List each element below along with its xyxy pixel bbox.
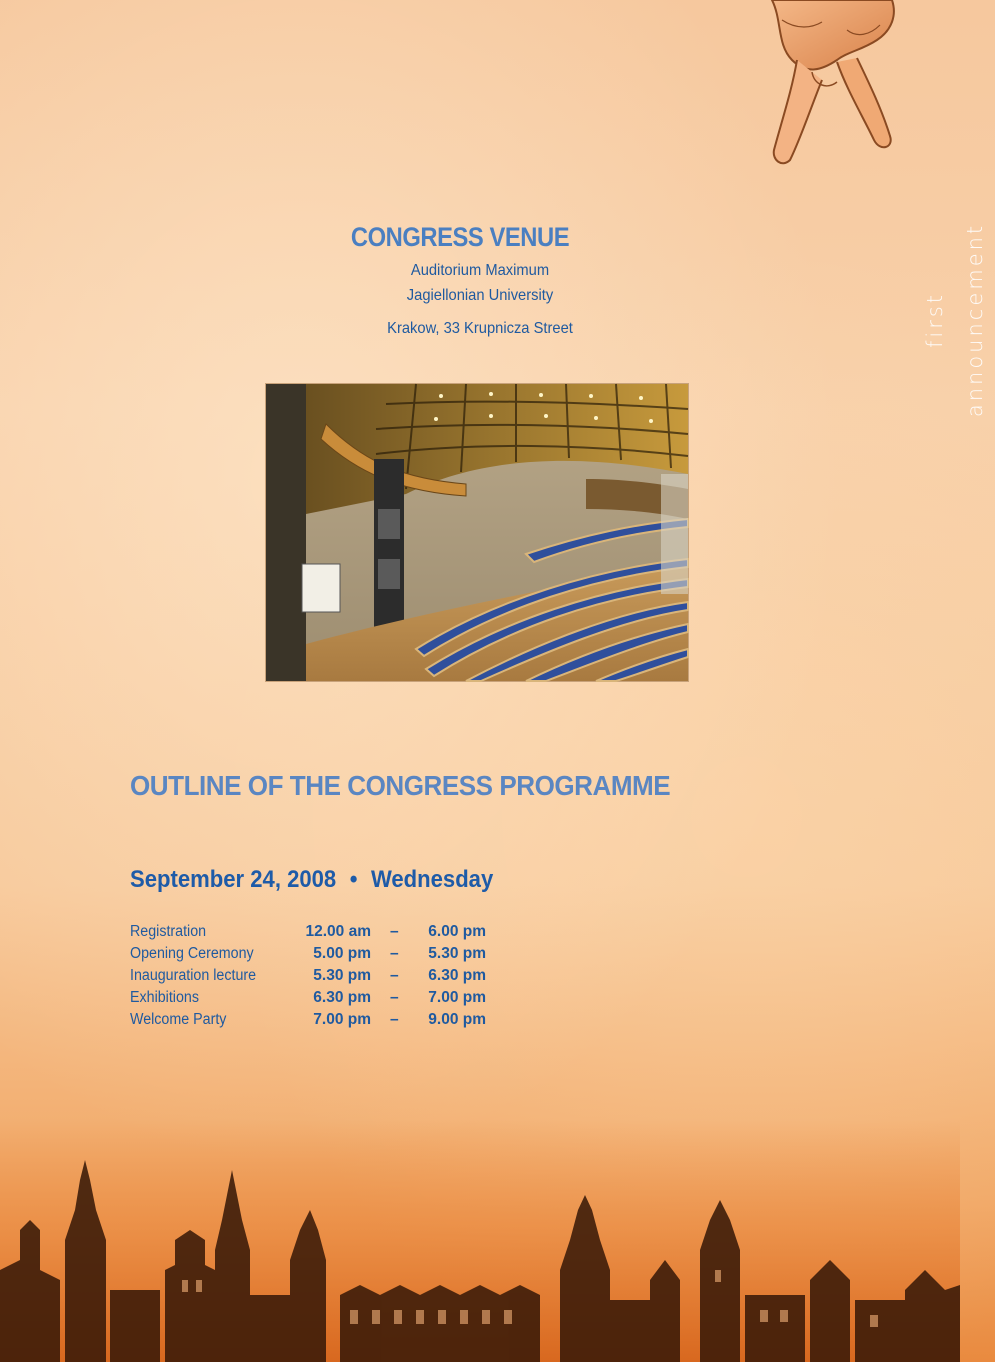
congress-venue-title: CONGRESS VENUE — [350, 222, 570, 252]
programme-date: September 24, 2008 — [130, 866, 337, 893]
schedule-event: Welcome Party — [130, 1011, 227, 1028]
venue-auditorium: Auditorium Maximum — [410, 262, 550, 279]
schedule-event: Exhibitions — [130, 989, 199, 1006]
venue-address: Krakow, 33 Krupnicza Street — [387, 320, 573, 337]
schedule-event: Opening Ceremony — [130, 945, 254, 962]
programme-date-line — [130, 866, 493, 894]
schedule-start: 5.00 pm — [313, 945, 371, 962]
schedule-start: 7.00 pm — [313, 1011, 371, 1028]
schedule-dash: – — [390, 967, 399, 984]
venue-university: Jagiellonian University — [406, 287, 554, 304]
schedule-event: Inauguration lecture — [130, 967, 257, 984]
programme-day: Wednesday — [370, 866, 494, 893]
schedule-end: 5.30 pm — [428, 945, 486, 962]
schedule-start: 6.30 pm — [313, 989, 371, 1006]
schedule-end: 6.00 pm — [428, 923, 486, 940]
schedule-dash: – — [390, 945, 399, 962]
date-separator-bullet: • — [349, 866, 358, 893]
schedule-end: 7.00 pm — [428, 989, 486, 1006]
schedule-dash: – — [390, 1011, 399, 1028]
pointing-hand-illustration — [752, 0, 902, 180]
first-announcement-label: first announcement — [923, 222, 987, 418]
schedule-start: 12.00 am — [305, 923, 371, 940]
schedule-event: Registration — [130, 923, 207, 940]
auditorium-photo — [265, 383, 689, 682]
krakow-skyline-illustration — [0, 1120, 960, 1362]
programme-title: OUTLINE OF THE CONGRESS PROGRAMME — [130, 770, 671, 801]
schedule-dash: – — [390, 989, 399, 1006]
schedule-end: 9.00 pm — [428, 1011, 486, 1028]
schedule-dash: – — [390, 923, 399, 940]
schedule-start: 5.30 pm — [313, 967, 371, 984]
schedule-end: 6.30 pm — [428, 967, 486, 984]
